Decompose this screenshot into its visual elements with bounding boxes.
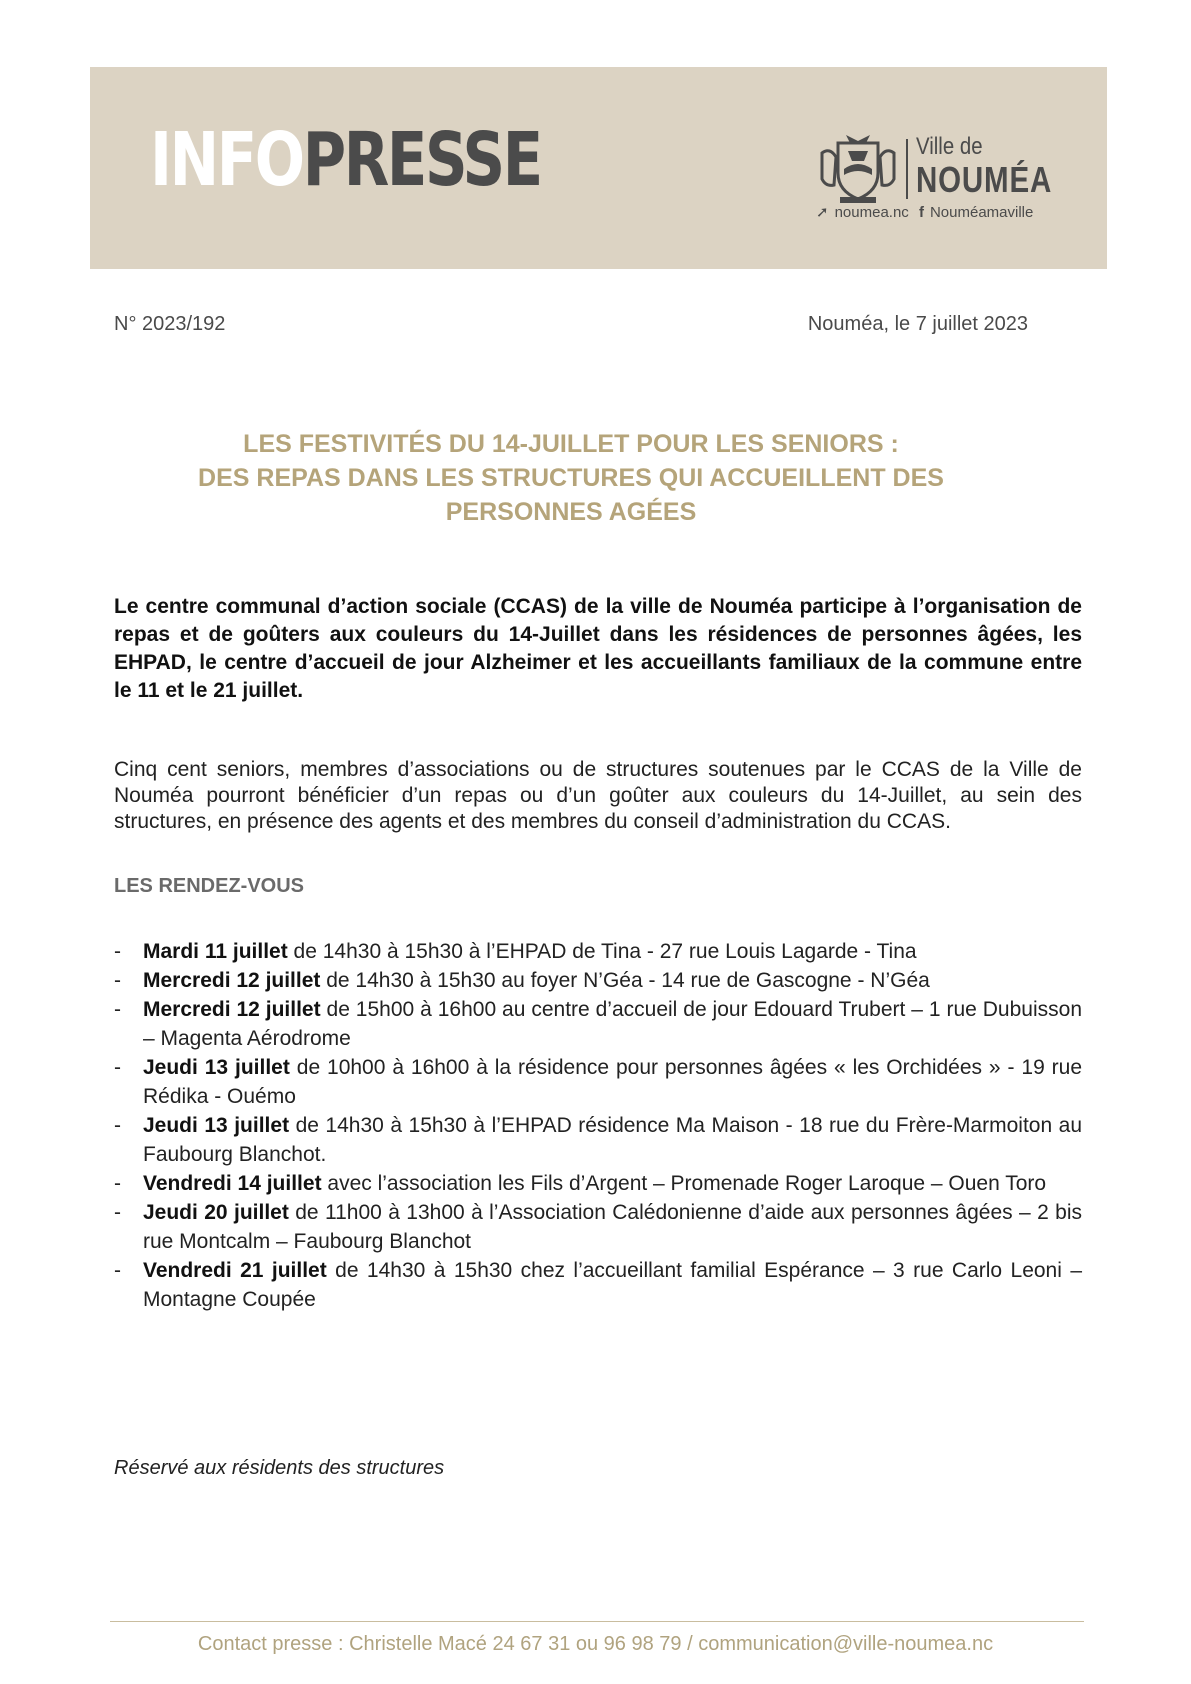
- event-details: de 11h00 à 13h00 à l’Association Calédonienne d’aide aux personnes âgées – 2 bis rue Montcalm – Faubourg Blanchot: [143, 1201, 1083, 1253]
- brand-presse: PRESSE: [302, 117, 541, 203]
- list-item: [114, 966, 1082, 995]
- headline-line: DES REPAS DANS LES STRUCTURES QUI ACCUEILLENT DES: [198, 464, 944, 492]
- logo-ville-de: Ville de: [916, 133, 983, 160]
- list-dash: -: [114, 969, 121, 992]
- press-release-number: N° 2023/192: [114, 313, 226, 335]
- event-details: de 14h30 à 15h30 au foyer N’Géa - 14 rue de Gascogne - N’Géa: [320, 969, 930, 992]
- logo-divider: [906, 139, 908, 199]
- event-day: Jeudi 13 juillet: [143, 1114, 290, 1137]
- footnote: Réservé aux résidents des structures: [114, 1457, 445, 1479]
- section-title: LES RENDEZ-VOUS: [114, 875, 305, 897]
- event-details: avec l’association les Fils d’Argent – Promenade Roger Laroque – Ouen Toro: [321, 1172, 1047, 1195]
- headline-line: PERSONNES AGÉES: [445, 498, 697, 526]
- logo-social-links: [816, 203, 1039, 221]
- list-item: [114, 995, 1082, 1053]
- press-contact: Contact presse : Christelle Macé 24 67 31 ou 96 98 79 / communication@ville-noumea.nc: [197, 1633, 994, 1655]
- facebook-link[interactable]: Nouméamaville: [929, 204, 1034, 221]
- event-day: Vendredi 14 juillet: [143, 1172, 322, 1195]
- event-details: de 14h30 à 15h30 à l’EHPAD de Tina - 27 rue Louis Lagarde - Tina: [287, 940, 917, 963]
- event-day: Mercredi 12 juillet: [143, 998, 321, 1021]
- list-item: [114, 1256, 1082, 1314]
- list-dash: -: [114, 1056, 121, 1079]
- list-item: [114, 1053, 1082, 1111]
- event-day: Vendredi 21 juillet: [143, 1259, 327, 1282]
- event-details: de 10h00 à 16h00 à la résidence pour personnes âgées « les Orchidées » - 19 rue Rédika - Ouémo: [143, 1056, 1083, 1108]
- list-item: [114, 937, 1082, 966]
- header-banner: [90, 67, 1107, 269]
- site-link[interactable]: noumea.nc: [834, 204, 909, 221]
- ville-de-noumea-logo: [816, 119, 1056, 219]
- logo-noumea: NOUMÉA: [916, 159, 1053, 200]
- list-item: [114, 1198, 1082, 1256]
- brand-info: INFO: [150, 117, 303, 203]
- facebook-icon: f: [918, 204, 924, 221]
- event-details: de 14h30 à 15h30 à l’EHPAD résidence Ma Maison - 18 rue du Frère-Marmoiton au Faubourg Blanchot.: [143, 1114, 1082, 1166]
- event-day: Jeudi 13 juillet: [143, 1056, 290, 1079]
- list-dash: -: [114, 998, 121, 1021]
- list-dash: -: [114, 1201, 121, 1224]
- list-item: [114, 1111, 1082, 1169]
- list-dash: -: [114, 940, 121, 963]
- info-presse-wordmark: [150, 117, 541, 203]
- headline: [114, 427, 1028, 529]
- event-day: Mercredi 12 juillet: [143, 969, 321, 992]
- press-release-date: Nouméa, le 7 juillet 2023: [807, 313, 1028, 335]
- lead-paragraph: Le centre communal d’action sociale (CCAS) de la ville de Nouméa participe à l’organisation de repas et de goûters aux couleurs du 14-Juillet dans les résidences de personnes âgées, les EHPAD, le centre d’accueil de jour Alzheimer et les accueillants familiaux de la commune entre le 11 et le 21 juillet.: [114, 595, 1082, 702]
- body-paragraph: Cinq cent seniors, membres d’associations ou de structures soutenues par le CCAS de la Ville de Nouméa pourront bénéficier d’un repas ou d’un goûter aux couleurs du 14-Juillet, au sein des structures, en présence des agents et des membres du conseil d’administration du CCAS.: [114, 758, 1082, 833]
- event-day: Jeudi 20 juillet: [143, 1201, 289, 1224]
- city-crest-icon: [816, 129, 900, 205]
- list-item: [114, 1169, 1082, 1198]
- list-dash: -: [114, 1114, 121, 1137]
- list-dash: -: [114, 1259, 121, 1282]
- list-dash: -: [114, 1172, 121, 1195]
- arrow-icon: ➚: [816, 204, 829, 221]
- event-details: de 14h30 à 15h30 chez l’accueillant familial Espérance – 3 rue Carlo Leoni – Montagne Coupée: [143, 1259, 1082, 1311]
- event-day: Mardi 11 juillet: [143, 940, 288, 963]
- event-details: de 15h00 à 16h00 au centre d’accueil de jour Edouard Trubert – 1 rue Dubuisson – Magenta Aérodrome: [143, 998, 1082, 1050]
- events-list: [114, 937, 1082, 1314]
- footer-divider: [110, 1621, 1084, 1622]
- headline-line: LES FESTIVITÉS DU 14-JUILLET POUR LES SENIORS :: [243, 430, 899, 458]
